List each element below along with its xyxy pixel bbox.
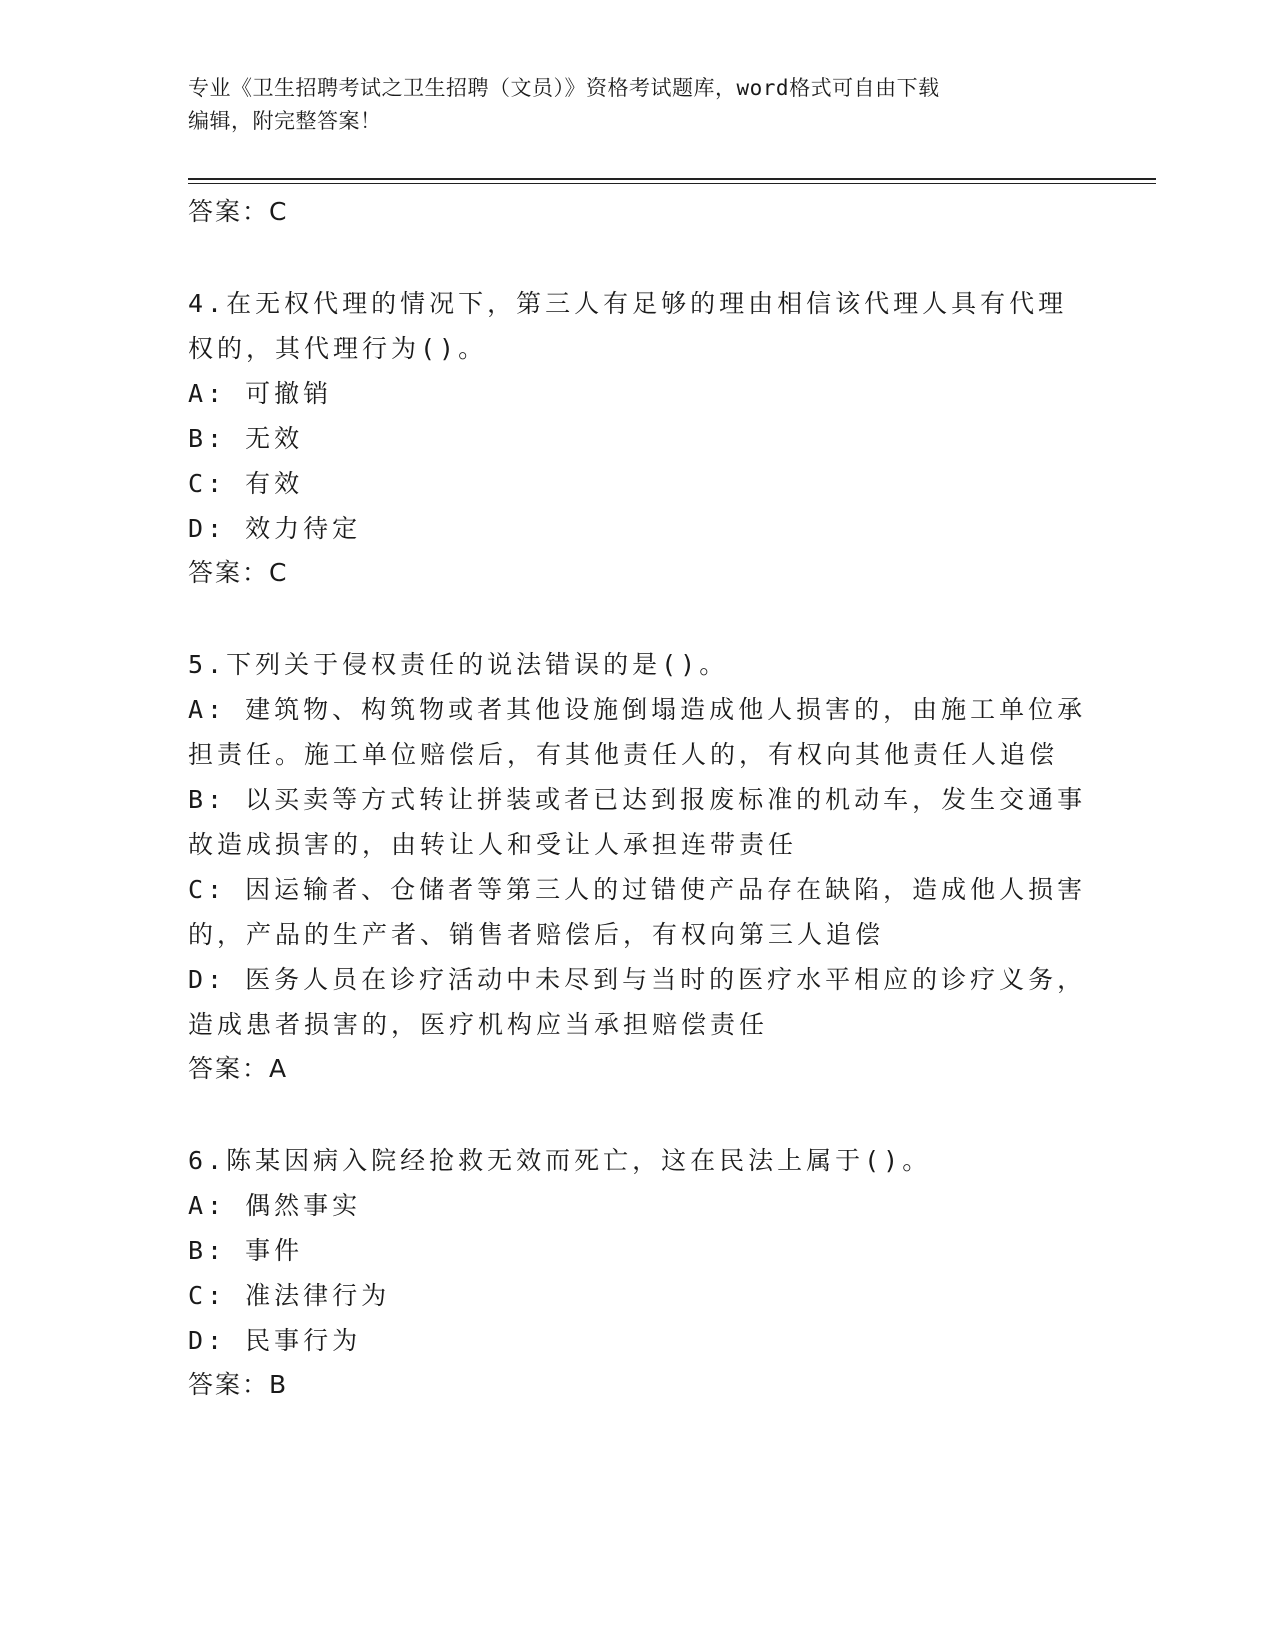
question-stem-line: 4.在无权代理的情况下，第三人有足够的理由相信该代理人具有代理	[188, 289, 1068, 318]
option-line: 造成患者损害的，医疗机构应当承担赔偿责任	[188, 1010, 769, 1039]
question-stem-line: 5.下列关于侵权责任的说法错误的是()。	[188, 650, 729, 679]
question-gap	[188, 1091, 1088, 1138]
answer-line: 答案：C	[188, 558, 289, 587]
option-line: 故造成损害的，由转让人和受让人承担连带责任	[188, 830, 798, 859]
prev-answer: 答案：C	[188, 197, 289, 226]
header-line-1: 专业《卫生招聘考试之卫生招聘（文员）》资格考试题库，word格式可自由下载	[188, 76, 940, 100]
option-line: B: 无效	[188, 424, 304, 453]
option-line: B: 以买卖等方式转让拼装或者已达到报废标准的机动车，发生交通事	[188, 785, 1087, 814]
option-line: C: 准法律行为	[188, 1281, 391, 1310]
question-list	[188, 190, 1088, 1407]
option-line: D: 医务人员在诊疗活动中未尽到与当时的医疗水平相应的诊疗义务，	[188, 965, 1087, 994]
question-block	[188, 1138, 1088, 1407]
question-block	[188, 642, 1088, 1091]
answer-line: 答案：A	[188, 1054, 289, 1083]
question-stem-line: 权的，其代理行为()。	[188, 334, 488, 363]
question-stem-line: 6.陈某因病入院经抢救无效而死亡，这在民法上属于()。	[188, 1146, 932, 1175]
question-gap	[188, 595, 1088, 642]
option-line: 的，产品的生产者、销售者赔偿后，有权向第三人追偿	[188, 920, 885, 949]
option-line: D: 民事行为	[188, 1326, 362, 1355]
option-line: A: 可撤销	[188, 379, 333, 408]
option-line: A: 建筑物、构筑物或者其他设施倒塌造成他人损害的，由施工单位承	[188, 695, 1087, 724]
option-line: B: 事件	[188, 1236, 304, 1265]
header-divider-thin	[188, 183, 1156, 184]
question-gap	[188, 234, 1088, 281]
option-line: 担责任。施工单位赔偿后，有其他责任人的，有权向其他责任人追偿	[188, 740, 1059, 769]
option-line: C: 有效	[188, 469, 304, 498]
option-line: A: 偶然事实	[188, 1191, 362, 1220]
header-line-2: 编辑，附完整答案！	[188, 109, 382, 133]
option-line: C: 因运输者、仓储者等第三人的过错使产品存在缺陷，造成他人损害	[188, 875, 1087, 904]
answer-line: 答案：B	[188, 1370, 289, 1399]
option-line: D: 效力待定	[188, 514, 362, 543]
question-block	[188, 281, 1088, 595]
document-header	[188, 72, 1068, 138]
header-divider	[188, 178, 1156, 180]
